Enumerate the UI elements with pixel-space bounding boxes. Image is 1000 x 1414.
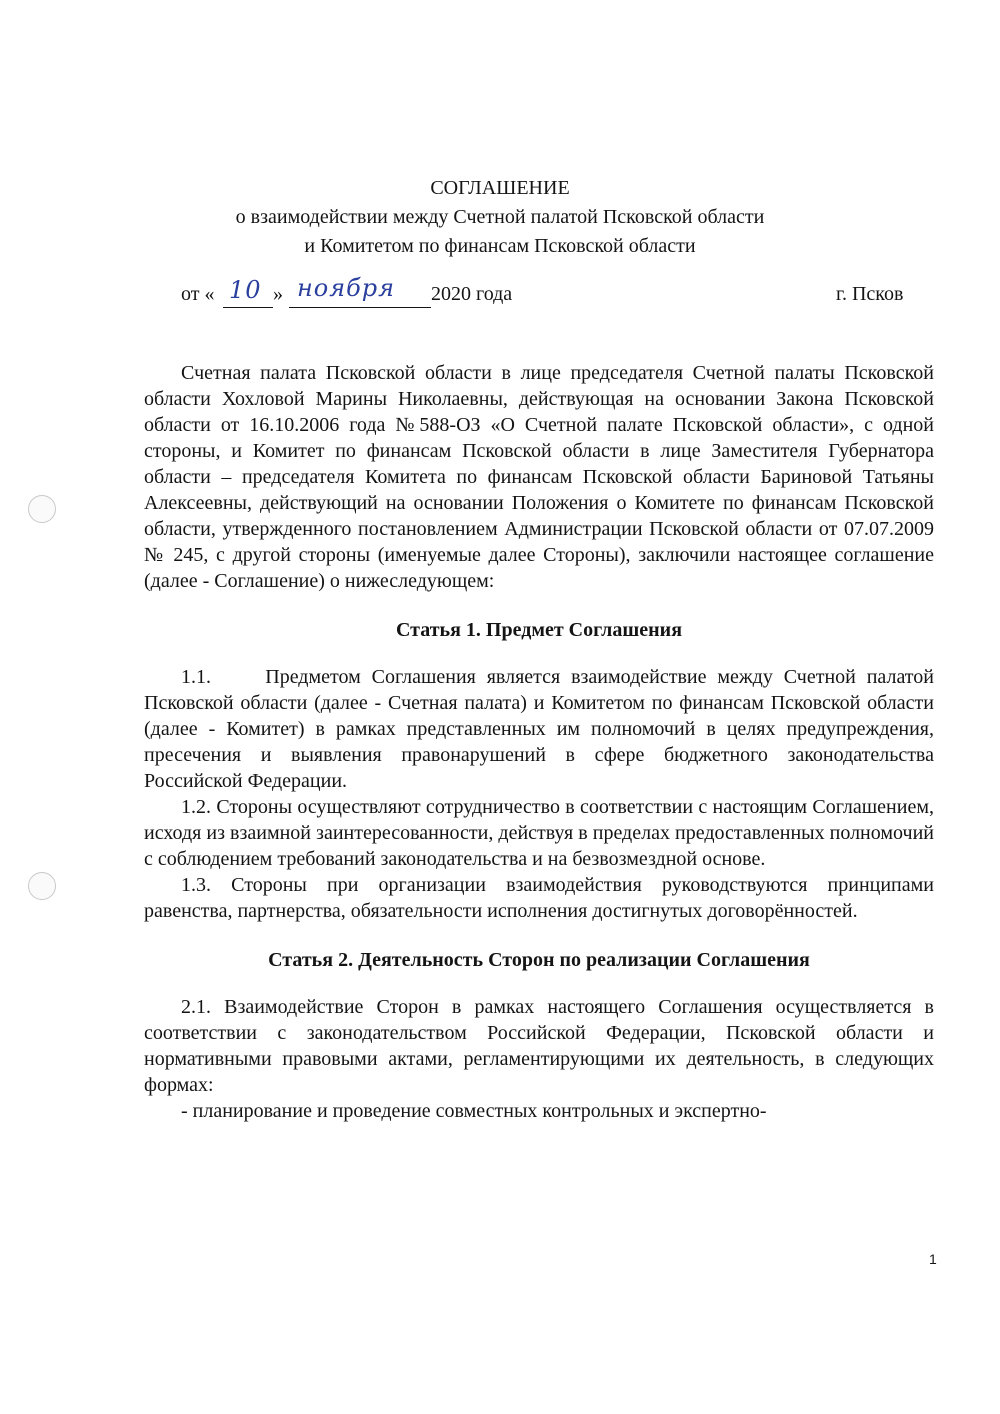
date-year: 2020 года <box>431 283 513 305</box>
article1-clause-1-3: 1.3. Стороны при организации взаимодействия руководствуются принципами равенства, партнерства, обязательности исполнения достигнутых договорённостей. <box>144 874 934 922</box>
punch-hole-bottom <box>28 872 56 900</box>
document-subtitle-line2: и Комитетом по финансам Псковской области <box>304 235 696 257</box>
document-subtitle-line1: о взаимодействии между Счетной палатой Псковской области <box>235 206 765 228</box>
date-mid: » <box>273 283 283 305</box>
article2-title: Статья 2. Деятельность Сторон по реализации Соглашения <box>268 949 810 971</box>
preamble: Счетная палата Псковской области в лице председателя Счетной палаты Псковской области Хохловой Марины Николаевны, действующая на основании Закона Псковской области от 16.10.2006 года №588-ОЗ «О Счетной палате Псковской области», с одной стороны, и Комитет по финансам Псковской области в лице Заместителя Губернатора области – председателя Комитета по финансам Псковской области Бариновой Татьяны Алексеевны, действующий на основании Положения о Комитете по финансам Псковской области, утвержденного постановлением Администрации Псковской области от 07.07.2009 № 245, с другой стороны (именуемые далее Стороны), заключили настоящее соглашение (далее - Соглашение) о нижеследующем: <box>144 362 934 592</box>
punch-hole-top <box>28 495 56 523</box>
article1-title: Статья 1. Предмет Соглашения <box>395 619 683 641</box>
city: г. Псков <box>836 283 904 305</box>
date-month-handwritten: ноября <box>297 274 396 302</box>
agreement-body <box>144 360 939 1124</box>
date-prefix: от « <box>181 283 215 305</box>
date-day-handwritten: 10 <box>229 276 262 304</box>
date-line <box>181 274 921 313</box>
date-month-underline <box>289 307 431 308</box>
article1-clause-1-2: 1.2. Стороны осуществляют сотрудничество в соответствии с настоящим Соглашением, исходя из взаимной заинтересованности, действуя в пределах предоставленных полномочий с соблюдением требований законодательства и на безвозмездной основе. <box>144 796 934 870</box>
article1-clause-1-1: 1.1. Предметом Соглашения является взаимодействие между Счетной палатой Псковской области (далее - Счетная палата) и Комитетом по финансам Псковской области (далее - Комитет) в рамках представленных им полномочий в целях предупреждения, пресечения и выявления правонарушений в сфере бюджетного законодательства Российской Федерации. <box>144 666 939 792</box>
date-day-underline <box>223 307 273 308</box>
article2-list-item: - планирование и проведение совместных контрольных и экспертно- <box>181 1100 767 1122</box>
article2-clause-2-1: 2.1. Взаимодействие Сторон в рамках настоящего Соглашения осуществляется в соответствии с законодательством Российской Федерации, Псковской области и нормативными правовыми актами, регламентирующими их деятельность, в следующих формах: <box>144 996 934 1096</box>
page-number: 1 <box>929 1251 937 1267</box>
document-title: СОГЛАШЕНИЕ <box>430 177 570 199</box>
